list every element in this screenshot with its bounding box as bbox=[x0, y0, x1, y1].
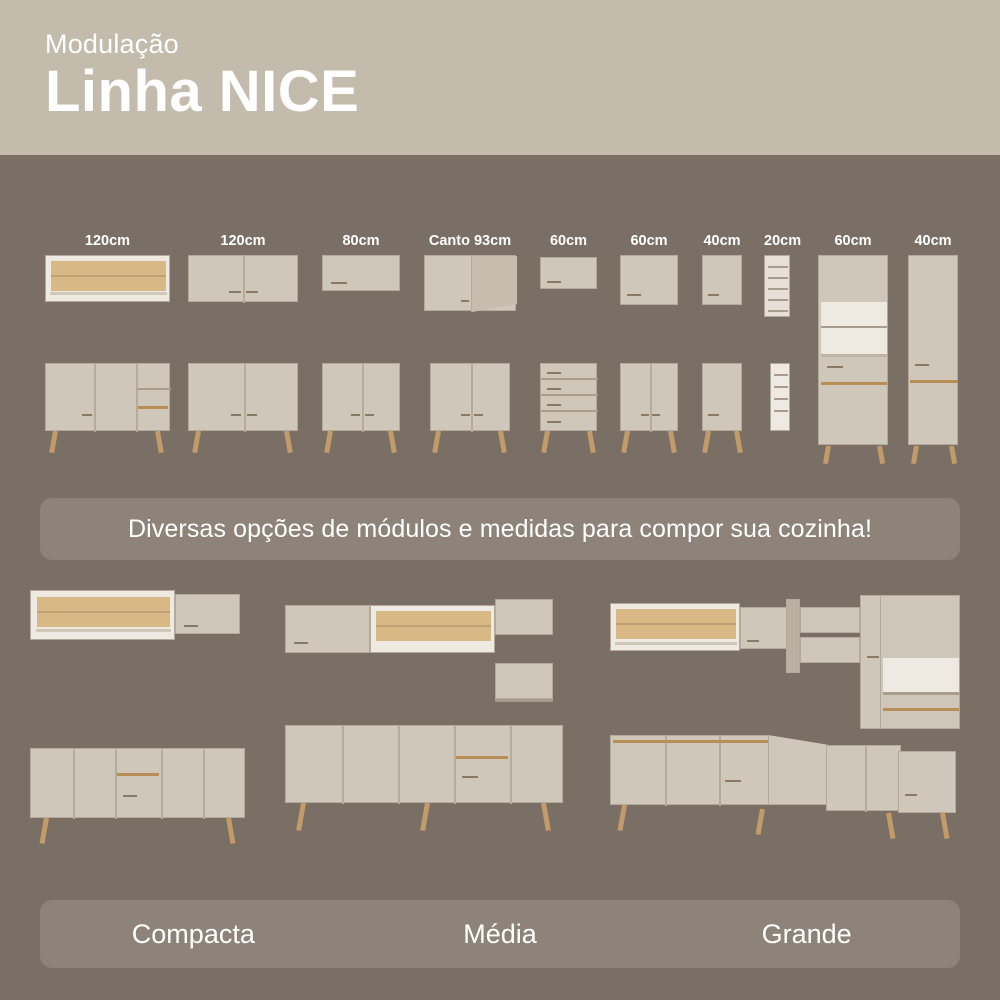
base-module-60cm-door[interactable] bbox=[620, 363, 678, 431]
module-thumb bbox=[424, 255, 516, 311]
module-item-120cm-glass[interactable] bbox=[45, 233, 170, 302]
module-label: 120cm bbox=[220, 233, 266, 249]
composition-label-grande: Grande bbox=[761, 918, 852, 949]
module-item-20cm-rack[interactable] bbox=[764, 233, 802, 317]
composition-label-compacta: Compacta bbox=[131, 918, 255, 949]
module-thumb bbox=[764, 255, 790, 317]
page-title: Linha NICE bbox=[45, 58, 360, 124]
module-thumb bbox=[702, 255, 742, 305]
module-thumb bbox=[540, 257, 597, 289]
module-label: 80cm bbox=[342, 233, 380, 249]
module-item-60cm-flip[interactable] bbox=[540, 233, 597, 289]
module-label: 60cm bbox=[630, 233, 668, 249]
module-thumb bbox=[188, 255, 298, 302]
base-module-40cm-door[interactable] bbox=[702, 363, 742, 431]
base-module-20cm-rack[interactable] bbox=[770, 363, 790, 431]
module-label: Canto 93cm bbox=[428, 233, 512, 249]
module-thumb bbox=[620, 255, 678, 305]
composition-media[interactable] bbox=[285, 587, 575, 825]
composition-labels-banner bbox=[40, 900, 960, 968]
module-label: 20cm bbox=[764, 233, 802, 249]
module-item-120cm-door[interactable] bbox=[188, 233, 298, 302]
base-module-120cm-two-door[interactable] bbox=[188, 363, 298, 431]
module-label: 60cm bbox=[834, 233, 872, 249]
base-module-row bbox=[0, 363, 1000, 473]
module-item-canto-93cm[interactable] bbox=[424, 233, 516, 311]
base-module-60cm-drawers[interactable] bbox=[540, 363, 597, 431]
base-module-120cm-mixed[interactable] bbox=[45, 363, 170, 431]
composition-row bbox=[0, 575, 1000, 895]
module-size-row bbox=[0, 155, 1000, 485]
module-label: 40cm bbox=[914, 233, 952, 249]
composition-compacta[interactable] bbox=[30, 590, 250, 848]
module-item-40cm-upper[interactable] bbox=[702, 233, 742, 305]
module-thumb bbox=[45, 255, 170, 302]
header-kicker: Modulação bbox=[45, 29, 179, 59]
highlight-banner bbox=[40, 498, 960, 560]
module-label: 60cm bbox=[549, 233, 588, 249]
base-module-80cm[interactable] bbox=[322, 363, 400, 431]
module-label: 40cm bbox=[703, 233, 741, 249]
header-band bbox=[0, 0, 1000, 155]
module-label: 120cm bbox=[84, 233, 131, 249]
base-module-canto[interactable] bbox=[430, 363, 510, 431]
module-thumb bbox=[322, 255, 400, 291]
composition-grande[interactable] bbox=[610, 585, 960, 833]
module-item-80cm[interactable] bbox=[322, 233, 400, 291]
module-item-60cm-door[interactable] bbox=[620, 233, 678, 305]
composition-label-media: Média bbox=[463, 918, 537, 949]
banner-text: Diversas opções de módulos e medidas para compor sua cozinha! bbox=[128, 514, 872, 543]
